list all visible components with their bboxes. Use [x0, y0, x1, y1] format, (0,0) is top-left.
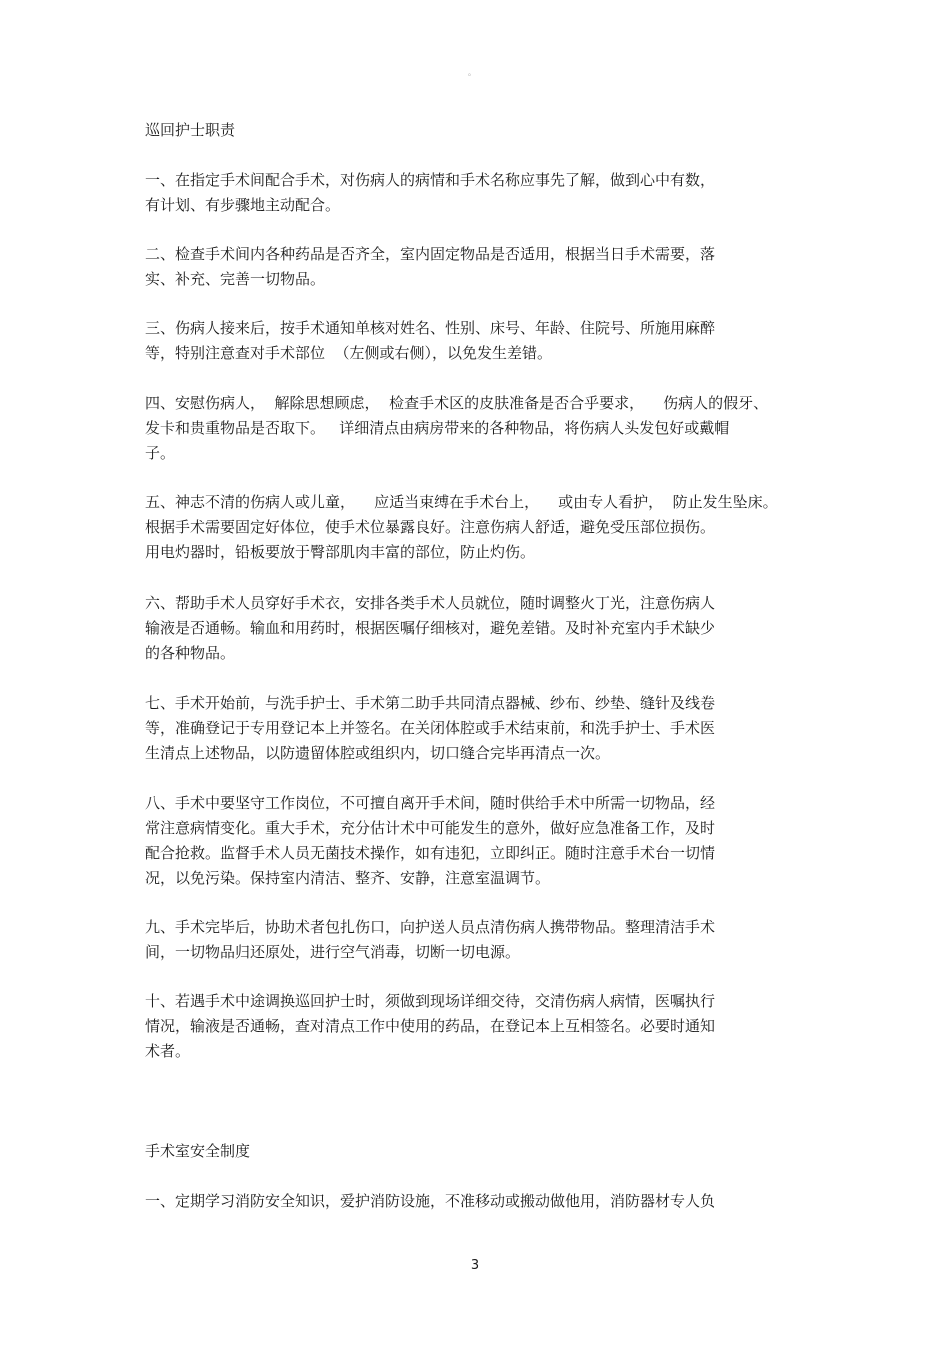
- section-title-text: 巡回护士职责: [145, 121, 236, 139]
- paragraph-5: [145, 490, 825, 565]
- paragraph-line: 十、若遇手术中途调换巡回护士时，须做到现场详细交待，交清伤病人病情，医嘱执行: [145, 992, 716, 1010]
- paragraph-6: [145, 591, 825, 666]
- paragraph-line: 间，一切物品归还原处，进行空气消毒，切断一切电源。: [145, 943, 521, 961]
- paragraph-9: [145, 915, 825, 965]
- paragraph-2: [145, 242, 825, 292]
- paragraph-line: 输液是否通畅。输血和用药时，根据医嘱仔细核对，避免差错。及时补充室内手术缺少: [145, 619, 716, 637]
- paragraph-line: 常注意病情变化。重大手术，充分估计术中可能发生的意外，做好应急准备工作，及时: [145, 819, 716, 837]
- paragraph-line: 等，特别注意查对手术部位 （左侧或右侧），以免发生差错。: [145, 344, 553, 362]
- paragraph-line: 根据手术需要固定好体位，使手术位暴露良好。注意伤病人舒适，避免受压部位损伤。: [145, 518, 716, 536]
- paragraph-line: 用电灼器时，铅板要放于臀部肌肉丰富的部位，防止灼伤。: [145, 543, 536, 561]
- paragraph-line: 术者。: [145, 1042, 191, 1060]
- paragraph-line: 情况，输液是否通畅，查对清点工作中使用的药品，在登记本上互相签名。必要时通知: [145, 1017, 716, 1035]
- paragraph-line: 九、手术完毕后，协助术者包扎伤口，向护送人员点清伤病人携带物品。整理清洁手术: [145, 918, 716, 936]
- header-mark: 。: [468, 68, 476, 77]
- paragraph-line: 一、定期学习消防安全知识，爱护消防设施，不准移动或搬动做他用，消防器材专人负: [145, 1192, 716, 1210]
- paragraph-1: [145, 168, 825, 218]
- paragraph-line: 况，以免污染。保持室内清洁、整齐、安静，注意室温调节。: [145, 869, 551, 887]
- paragraph-line: 二、检查手术间内各种药品是否齐全，室内固定物品是否适用，根据当日手术需要，落: [145, 245, 716, 263]
- paragraph-line: 等，准确登记于专用登记本上并签名。在关闭体腔或手术结束前，和洗手护士、手术医: [145, 719, 716, 737]
- section-title-safety-rules: [145, 1139, 825, 1164]
- paragraph-line: 子。: [145, 444, 176, 462]
- section-title-nurse-duties: [145, 118, 825, 143]
- paragraph-line: 四、安慰伤病人， 解除思想顾虑， 检查手术区的皮肤准备是否合乎要求， 伤病人的假牙、: [145, 394, 769, 412]
- page-number: 3: [470, 1258, 480, 1273]
- paragraph-3: [145, 316, 825, 366]
- paragraph-line: 三、伤病人接来后，按手术通知单核对姓名、性别、床号、年龄、住院号、所施用麻醉: [145, 319, 716, 337]
- paragraph-8: [145, 791, 825, 891]
- paragraph-line: 七、手术开始前，与洗手护士、手术第二助手共同清点器械、纱布、纱垫、缝针及线卷: [145, 694, 716, 712]
- paragraph-7: [145, 691, 825, 766]
- paragraph-line: 有计划、有步骤地主动配合。: [145, 196, 341, 214]
- paragraph-line: 五、神志不清的伤病人或儿童， 应适当束缚在手术台上， 或由专人看护， 防止发生坠床。: [145, 493, 778, 511]
- paragraph-line: 一、在指定手术间配合手术，对伤病人的病情和手术名称应事先了解，做到心中有数，: [145, 171, 716, 189]
- paragraph-line: 实、补充、完善一切物品。: [145, 270, 326, 288]
- paragraph-line: 的各种物品。: [145, 644, 236, 662]
- paragraph-line: 八、手术中要坚守工作岗位，不可擅自离开手术间，随时供给手术中所需一切物品，经: [145, 794, 716, 812]
- paragraph-line: 发卡和贵重物品是否取下。 详细清点由病房带来的各种物品，将伤病人头发包好或戴帽: [145, 419, 730, 437]
- safety-paragraph-1: [145, 1189, 825, 1214]
- paragraph-line: 生清点上述物品，以防遗留体腔或组织内，切口缝合完毕再清点一次。: [145, 744, 611, 762]
- paragraph-line: 配合抢救。监督手术人员无菌技术操作，如有违犯，立即纠正。随时注意手术台一切情: [145, 844, 716, 862]
- paragraph-line: 六、帮助手术人员穿好手术衣，安排各类手术人员就位，随时调整火丁光，注意伤病人: [145, 594, 716, 612]
- section-title-text: 手术室安全制度: [145, 1142, 251, 1160]
- paragraph-10: [145, 989, 825, 1064]
- paragraph-4: [145, 391, 825, 466]
